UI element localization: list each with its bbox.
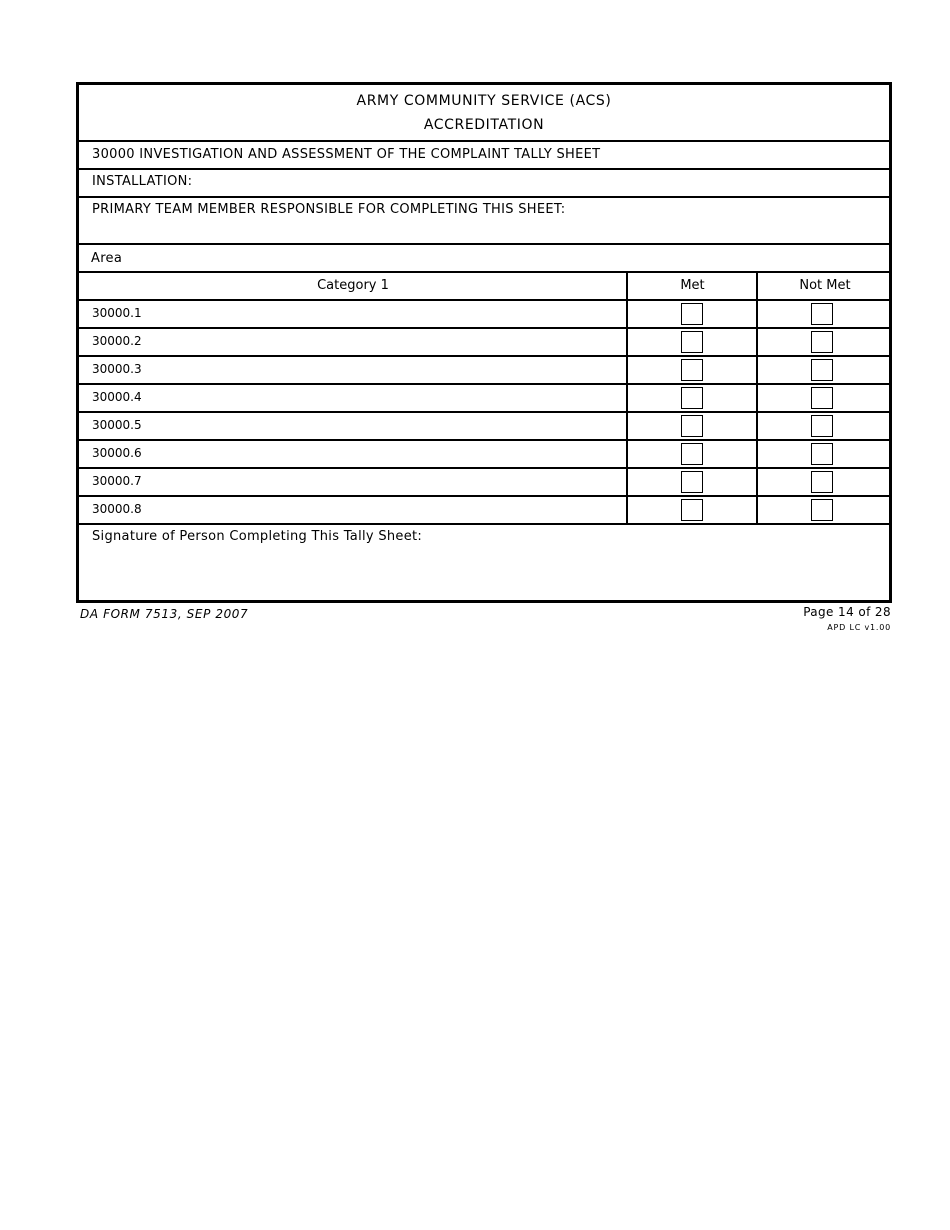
version-label: APD LC v1.00 [827,623,891,632]
column-divider [626,497,628,523]
not-met-checkbox[interactable] [811,387,833,409]
installation-label: INSTALLATION: [92,174,193,189]
met-checkbox[interactable] [681,303,703,325]
met-checkbox[interactable] [681,331,703,353]
area-row [79,245,889,273]
table-row [79,301,889,329]
form-title-line2: ACCREDITATION [423,117,545,133]
met-header: Met [680,278,705,293]
area-label: Area [91,251,123,266]
met-checkbox[interactable] [681,387,703,409]
table-row [79,469,889,497]
form-title-line1: ARMY COMMUNITY SERVICE (ACS) [356,93,612,109]
column-divider [756,385,758,411]
column-divider [626,301,628,327]
column-divider [756,413,758,439]
not-met-checkbox[interactable] [811,499,833,521]
criterion-id: 30000.8 [92,502,142,516]
met-checkbox[interactable] [681,359,703,381]
criterion-id: 30000.1 [92,306,142,320]
criterion-id: 30000.3 [92,362,142,376]
criterion-id: 30000.6 [92,446,142,460]
not-met-checkbox[interactable] [811,331,833,353]
team-member-label: PRIMARY TEAM MEMBER RESPONSIBLE FOR COMPLETING THIS SHEET: [92,202,566,217]
criterion-id: 30000.5 [92,418,142,432]
criterion-id: 30000.4 [92,390,142,404]
column-divider [756,329,758,355]
column-divider [756,357,758,383]
table-header-row [79,273,889,301]
installation-row[interactable] [79,170,889,198]
form-title-block [79,85,889,142]
form-id: DA FORM 7513, SEP 2007 [80,607,249,621]
not-met-checkbox[interactable] [811,471,833,493]
column-divider [626,441,628,467]
not-met-checkbox[interactable] [811,415,833,437]
column-divider [626,413,628,439]
met-checkbox[interactable] [681,443,703,465]
team-member-row[interactable] [79,198,889,245]
column-divider [626,469,628,495]
met-checkbox[interactable] [681,499,703,521]
met-checkbox[interactable] [681,471,703,493]
column-divider [626,357,628,383]
category-header: Category 1 [317,278,389,293]
met-checkbox[interactable] [681,415,703,437]
table-row [79,357,889,385]
column-divider [756,497,758,523]
signature-row[interactable] [79,525,889,603]
table-row [79,329,889,357]
table-row [79,413,889,441]
column-divider [626,385,628,411]
sheet-title-row [79,142,889,170]
sheet-title: 30000 INVESTIGATION AND ASSESSMENT OF THE COMPLAINT TALLY SHEET [92,147,601,162]
column-divider [756,441,758,467]
column-divider [756,301,758,327]
table-row [79,497,889,525]
table-row [79,385,889,413]
signature-label: Signature of Person Completing This Tally Sheet: [92,529,423,544]
not-met-checkbox[interactable] [811,443,833,465]
column-divider [756,469,758,495]
criterion-id: 30000.2 [92,334,142,348]
criterion-id: 30000.7 [92,474,142,488]
not-met-checkbox[interactable] [811,303,833,325]
not-met-header: Not Met [799,278,851,293]
tally-sheet-form [76,82,892,603]
column-divider [626,329,628,355]
not-met-checkbox[interactable] [811,359,833,381]
table-row [79,441,889,469]
page-number: Page 14 of 28 [803,605,891,619]
